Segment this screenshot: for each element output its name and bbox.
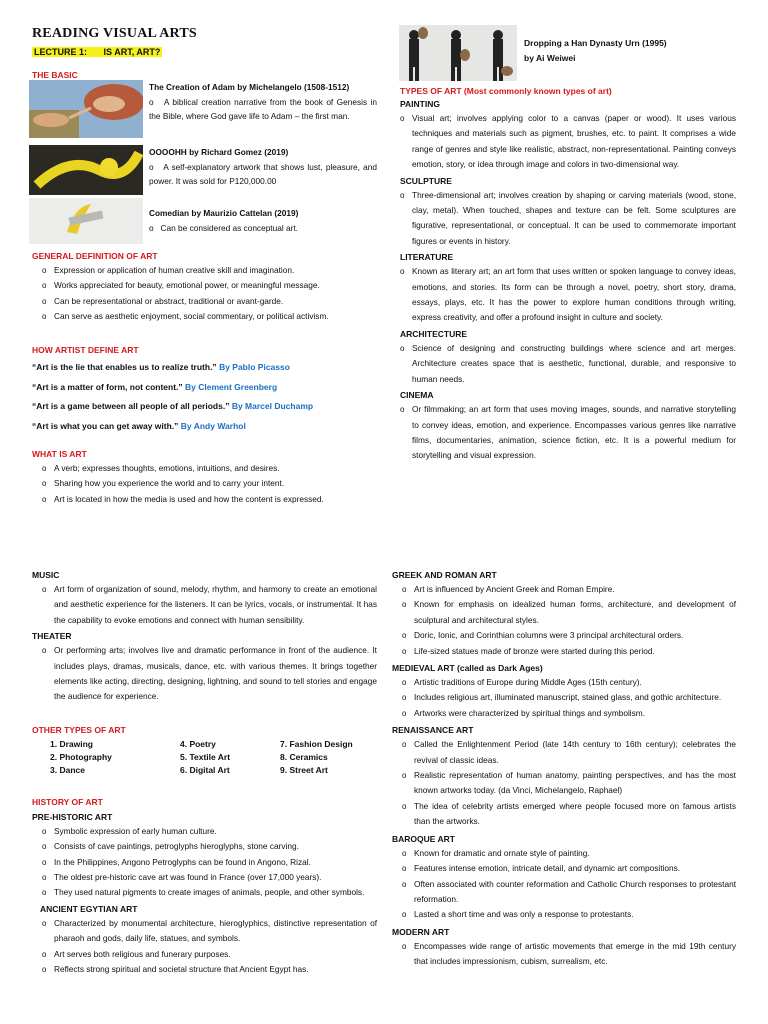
quote: “Art is what you can get away with.” By Andy Warhol (32, 420, 246, 431)
what-list (32, 461, 380, 507)
egypt-heading: ANCIENT EGYTIAN ART (40, 903, 138, 914)
quote: “Art is a game between all people of all periods.” By Marcel Duchamp (32, 401, 314, 411)
music-heading: MUSIC (32, 570, 60, 580)
list-item: o Often associated with counter reformation and Catholic Church responses to protestant reformation. (392, 877, 736, 908)
other-type: 5. Textile Art (180, 751, 231, 762)
other-type: 9. Street Art (280, 764, 328, 775)
list-item: o Known as literary art; an art form that uses written or spoken language to convey ideas, emotions, and stories. Its form can be through a novel, poetry, short story, drama, essays, plays, etc. It has the power to explore human conditions through writing, express creativity, and offer a profound insight in culture and society. (400, 264, 736, 326)
list-item: o Features intense emotion, intricate detail, and dynamic art compositions. (392, 861, 736, 876)
type-name: ARCHITECTURE (400, 328, 468, 339)
artwork-title: The Creation of Adam by Michelangelo (1508-1512) (149, 82, 350, 92)
artwork-desc: o A biblical creation narrative from the book of Genesis in the Bible, where God gave life to Adam – the first man. (149, 96, 377, 121)
artwork-desc: o Can be considered as conceptual art. (149, 222, 298, 233)
list-item: o Or performing arts; involves live and dramatic performance in front of the audience. It includes plays, dramas, musicals, dance, etc. with various themes. It brings together elements like acting, directing, designing, lightning, and sound to tell stories and engage the audience for experience. (32, 643, 377, 705)
period-list (392, 582, 736, 659)
type-list (400, 341, 736, 387)
types-section (400, 86, 736, 464)
other-type: 7. Fashion Design (280, 738, 353, 749)
period-list (392, 939, 736, 970)
period-heading: MEDIEVAL ART (called as Dark Ages) (392, 663, 543, 674)
period-heading: BAROQUE ART (392, 833, 455, 844)
artwork-title: Comedian by Maurizio Cattelan (2019) (149, 208, 299, 218)
other-type: 2. Photography (50, 751, 112, 762)
music-list (32, 582, 377, 628)
period-heading: MODERN ART (392, 926, 450, 937)
lecture-number: LECTURE 1: (34, 47, 88, 57)
artwork-row (29, 198, 377, 244)
list-item: o The oldest pre-historic cave art was found in France (over 17,000 years). (32, 870, 377, 885)
list-item: o Three-dimensional art; involves creation by shaping or carving materials (wood, stone, clay, metal). When touched, shapes and texture can be felt. Some sculptures are figurative, representational, or conceptual. It can be used to commemorate important figures or events in history. (400, 188, 736, 250)
other-type: 3. Dance (50, 764, 85, 775)
right-bottom-column (392, 570, 736, 970)
basic-heading: THE BASIC (32, 70, 78, 80)
list-item: o Can serve as aesthetic enjoyment, social commentary, or political activism. (32, 309, 380, 324)
history-heading: HISTORY OF ART (32, 796, 103, 807)
type-list (400, 111, 736, 173)
list-item: o Characterized by monumental architecture, hieroglyphics, distinctive representation of pharaoh and gods, daily life, statues, and symbols. (32, 916, 377, 947)
other-type: 4. Poetry (180, 738, 216, 749)
list-item: o Known for emphasis on idealized human forms, architecture, and development of sculptural and architectural styles. (392, 597, 736, 628)
list-item: o In the Philippines, Angono Petroglyphs can be found in Angono, Rizal. (32, 855, 377, 870)
list-item: o Sharing how you experience the world and to carry your intent. (32, 476, 380, 491)
list-item: o Reflects strong spiritual and societal structure that Ancient Egypt has. (32, 962, 377, 977)
other-type: 1. Drawing (50, 738, 93, 749)
quote: “Art is the lie that enables us to realize truth.” By Pablo Picasso (32, 362, 290, 372)
other-type: 6. Digital Art (180, 764, 230, 775)
artwork-row (29, 145, 377, 195)
lecture-title: IS ART, ART? (103, 47, 161, 57)
general-list (32, 263, 380, 325)
what-is-art-section (32, 449, 380, 507)
period-list (392, 675, 736, 721)
list-item: o Artistic traditions of Europe during Middle Ages (15th century). (392, 675, 736, 690)
type-name: LITERATURE (400, 252, 454, 263)
urn-artist: by Ai Weiwei (524, 53, 576, 63)
type-list (400, 264, 736, 326)
list-item: o Artworks were characterized by spiritual things and symbolism. (392, 706, 736, 721)
artwork-title: OOOOHH by Richard Gomez (2019) (149, 147, 289, 157)
list-item: o Lasted a short time and was only a response to protestants. (392, 907, 736, 922)
list-item: o They used natural pigments to create images of animals, people, and other symbols. (32, 885, 377, 900)
list-item: o Symbolic expression of early human culture. (32, 824, 377, 839)
period-heading: GREEK AND ROMAN ART (392, 570, 497, 580)
list-item: o Can be representational or abstract, traditional or avant-garde. (32, 294, 380, 309)
list-item: o Art is located in how the media is used and how the content is expressed. (32, 492, 380, 507)
han-urn-image (399, 25, 517, 81)
list-item: o Art is influenced by Ancient Greek and Roman Empire. (392, 582, 736, 597)
theater-list (32, 643, 377, 705)
list-item: o Consists of cave paintings, petroglyphs hieroglyphs, stone carving. (32, 839, 377, 854)
list-item: o Life-sized statues made of bronze were started during this period. (392, 644, 736, 659)
list-item: o Art form of organization of sound, melody, rhythm, and harmony to create an emotional and aesthetic experience for the listeners. It can be lyrics, vocals, or instrumental. It has the capability to evoke emotions and connect with human sensibility. (32, 582, 377, 628)
type-name: CINEMA (400, 390, 434, 401)
list-item: o Works appreciated for beauty, emotional power, or meaningful message. (32, 278, 380, 293)
comedian-banana-image (29, 198, 143, 244)
artwork-desc: o A self-explanatory artwork that shows lust, pleasure, and power. It was sold for P120,000.00 (149, 161, 378, 186)
list-item: o Science of designing and constructing buildings where science and art merges. Architecture creates space that is aesthetic, functional, durable, and responsive to human needs. (400, 341, 736, 387)
theater-heading: THEATER (32, 631, 72, 642)
other-types-grid (32, 739, 377, 775)
artwork-info (149, 145, 377, 195)
egypt-list (32, 916, 377, 978)
list-item: o Doric, Ionic, and Corinthian columns were 3 principal architectural orders. (392, 628, 736, 643)
lecture-label (32, 47, 162, 57)
type-list (400, 402, 736, 464)
artwork-row (29, 80, 377, 138)
page-title: READING VISUAL ARTS (32, 26, 197, 41)
type-list (400, 188, 736, 250)
list-item: o The idea of celebrity artists emerged where people focused more on famous artists than the artworks. (392, 799, 736, 830)
list-item: o Expression or application of human creative skill and imagination. (32, 263, 380, 278)
artists-section (32, 345, 380, 436)
type-name: SCULPTURE (400, 175, 452, 186)
list-item: o Known for dramatic and ornate style of painting. (392, 846, 736, 861)
urn-title: Dropping a Han Dynasty Urn (1995) (524, 38, 667, 48)
list-item: o Realistic representation of human anatomy, painting perspectives, and has the most known artworks today. (da Vinci, Michelangelo, Raphael) (392, 768, 736, 799)
left-top-column (32, 26, 377, 80)
creation-of-adam-image (29, 80, 143, 138)
list-item: o Or filmmaking; an art form that uses moving images, sounds, and narrative storytelling to convey ideas, emotion, and experience. Encompasses various genres like narrative films, documentaries, animation, science fiction, etc. It is a powerful medium for storytelling and visual expression. (400, 402, 736, 464)
quote: “Art is a matter of form, not content.” By Clement Greenberg (32, 381, 278, 392)
types-heading: TYPES OF ART (Most commonly known types of art) (400, 86, 612, 96)
list-item: o Includes religious art, illuminated manuscript, stained glass, and gothic architecture. (392, 690, 736, 705)
prehistoric-heading: PRE-HISTORIC ART (32, 811, 113, 822)
other-type: 8. Ceramics (280, 751, 328, 762)
period-list (392, 737, 736, 829)
what-heading: WHAT IS ART (32, 449, 87, 459)
general-heading: GENERAL DEFINITION OF ART (32, 251, 158, 261)
artwork-info (149, 206, 298, 244)
left-bottom-column (32, 570, 377, 978)
prehistoric-list (32, 824, 377, 901)
period-list (392, 846, 736, 923)
other-heading: OTHER TYPES OF ART (32, 724, 126, 735)
type-name: PAINTING (400, 99, 440, 109)
urn-caption (524, 36, 724, 66)
period-heading: RENAISSANCE ART (392, 725, 474, 736)
list-item: o Art serves both religious and funerary purposes. (32, 947, 377, 962)
general-definition-section (32, 251, 380, 325)
artists-heading: HOW ARTIST DEFINE ART (32, 345, 139, 355)
list-item: o Called the Enlightenment Period (late 14th century to 16th century); celebrates the revival of classic ideas. (392, 737, 736, 768)
list-item: o Visual art; involves applying color to a canvas (paper or wood). It uses various techniques and materials such as pigment, brushes, etc. to paint. It comprises a wide range of genres and style like realistic, abstract, non-representational. Painting conveys emotion, story, or idea through image and colors in two-dimensional way. (400, 111, 736, 173)
list-item: o Encompasses wide range of artistic movements that emerge in the mid 19th century that includes impressionism, cubism, surrealism, etc. (392, 939, 736, 970)
list-item: o A verb; expresses thoughts, emotions, intuitions, and desires. (32, 461, 380, 476)
ooooh-painting-image (29, 145, 143, 195)
artwork-info (149, 80, 377, 138)
